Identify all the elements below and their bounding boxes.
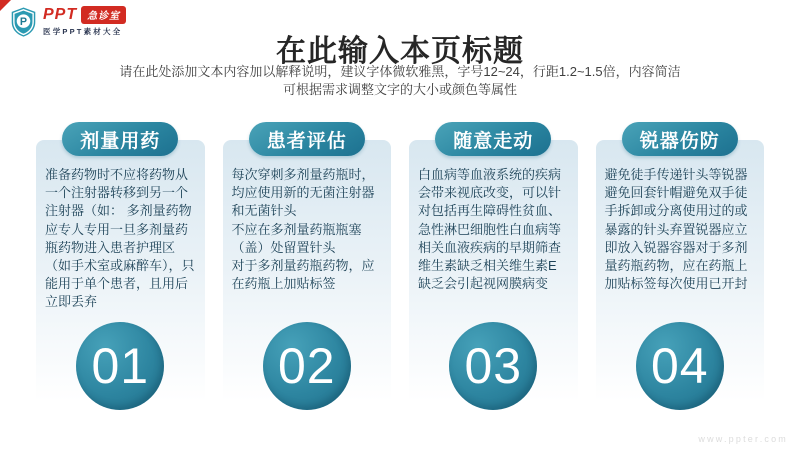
column-card xyxy=(223,140,392,424)
column-body-text: 避免徒手传递针头等锐器避免回套针帽避免双手徒手拆卸或分离使用过的或暴露的针头弃置锐器应立即放入锐器容器对于多剂量药瓶药物，应在药瓶上加贴标签每次使用已开封 xyxy=(604,167,748,292)
column-body-text: 维生素缺乏相关维生素E缺乏会引起视网膜病变 xyxy=(418,257,557,292)
number-badge: 04 xyxy=(636,322,724,410)
column-dosage xyxy=(36,122,205,424)
column-header-pill: 锐器伤防 xyxy=(622,122,738,156)
column-body-text: 每次穿刺多剂量药瓶时，均应使用新的无菌注射器和无菌针头 xyxy=(231,167,375,219)
column-body-text: 白血病等血液系统的疾病会带来视底改变，可以针对包括再生障碍性贫血、急性淋巴细胞性白血病等相关血液疾病的早期筛查 xyxy=(418,167,562,255)
columns-container xyxy=(36,122,764,424)
column-card xyxy=(36,140,205,424)
column-header-pill: 患者评估 xyxy=(249,122,365,156)
column-card xyxy=(596,140,765,424)
column-card xyxy=(409,140,578,424)
page-title: 在此输入本页标题 xyxy=(276,35,524,68)
logo-badge: 急诊室 xyxy=(81,6,126,24)
column-movement xyxy=(409,122,578,424)
number-badge: 03 xyxy=(449,322,537,410)
watermark: www.ppter.com xyxy=(698,434,788,444)
column-sharps xyxy=(596,122,765,424)
column-body-text: 对于多剂量药瓶药物，应在药瓶上加贴标签 xyxy=(231,257,375,292)
column-body-text: 准备药物时不应将药物从一个注射器转移到另一个注射器（如： 多剂量药物应专人专用一旦多剂量药瓶药物进入患者护理区（如手术室或麻醉车），只能用于单个患者，且用后立即丢弃 xyxy=(45,167,195,310)
column-header-pill: 剂量用药 xyxy=(62,122,178,156)
column-assessment xyxy=(223,122,392,424)
page-subtitle xyxy=(40,63,760,98)
number-badge: 02 xyxy=(263,322,351,410)
subtitle-line-1: 请在此处添加文本内容加以解释说明，建议字体微软雅黑，字号12~24，行距1.2~1.5倍，内容简洁 xyxy=(119,64,681,79)
column-header-pill: 随意走动 xyxy=(435,122,551,156)
number-badge: 01 xyxy=(76,322,164,410)
logo-tagline: 医学PPT素材大全 xyxy=(43,27,123,36)
shield-letter: P xyxy=(19,15,28,28)
subtitle-line-2: 可根据需求调整文字的大小或颜色等属性 xyxy=(282,81,517,97)
column-body-text: 不应在多剂量药瓶瓶塞（盖）处留置针头 xyxy=(231,221,362,255)
logo-brand: PPT xyxy=(43,6,78,23)
